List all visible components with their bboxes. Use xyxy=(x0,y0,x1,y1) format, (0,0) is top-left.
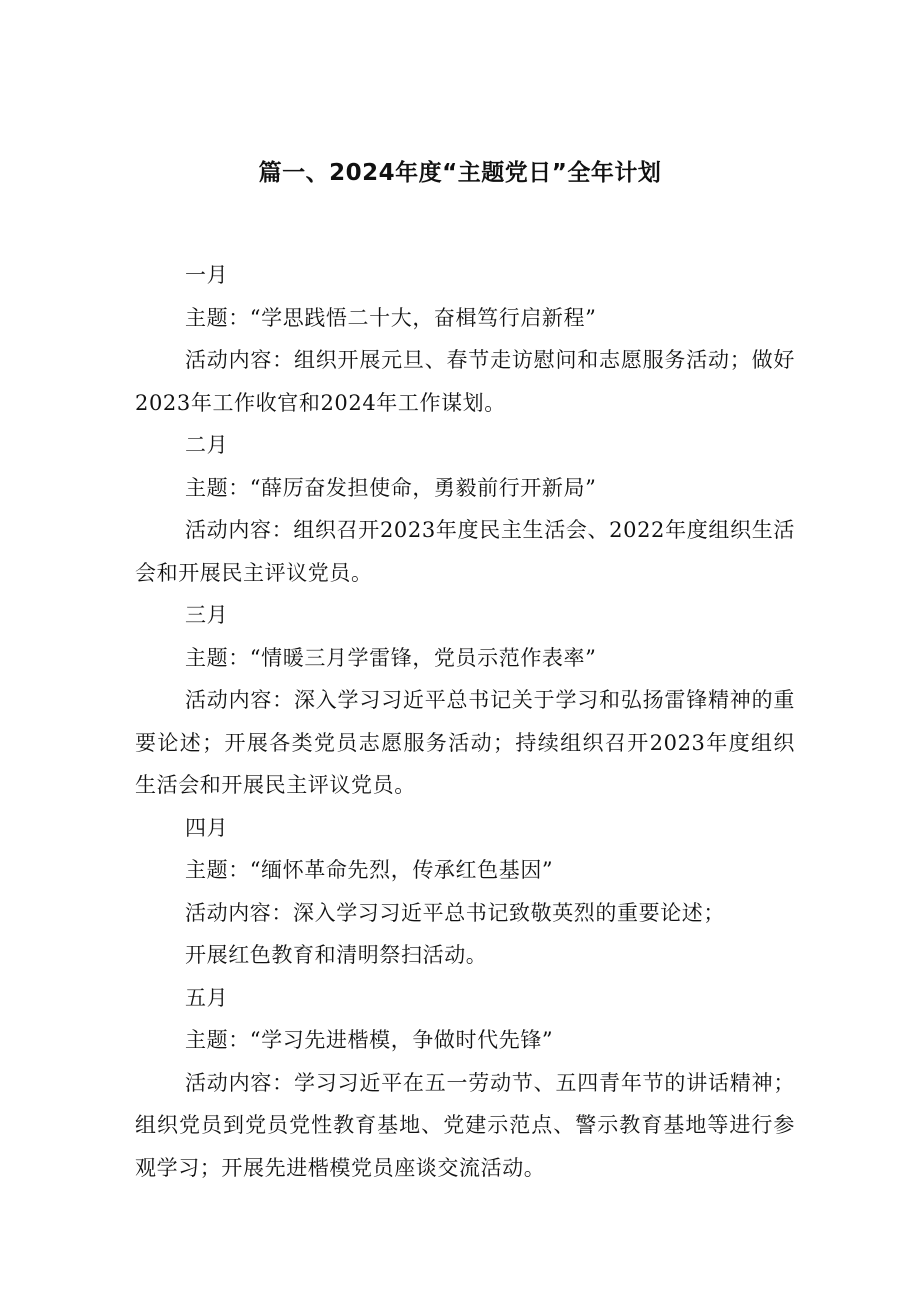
activity-paragraph-mar: 活动内容：深入学习习近平总书记关于学习和弘扬雷锋精神的重要论述；开展各类党员志愿服务活动；持续组织召开2023年度组织生活会和开展民主评议党员。 xyxy=(135,688,795,797)
theme-line-may: 主题：“学习先进楷模，争做时代先锋” xyxy=(185,1028,554,1052)
activity-paragraph-apr-continued: 开展红色教育和清明祭扫活动。 xyxy=(185,943,488,967)
month-heading-apr: 四月 xyxy=(185,815,229,840)
theme-line-feb: 主题：“薛厉奋发担使命，勇毅前行开新局” xyxy=(185,475,597,500)
theme-line-apr: 主题：“缅怀革命先烈，传承红色基因” xyxy=(185,858,554,882)
month-heading-mar: 三月 xyxy=(185,603,229,627)
activity-paragraph-feb: 活动内容：组织召开2023年度民主生活会、2022年度组织生活会和开展民主评议党员。 xyxy=(135,518,795,585)
month-heading-feb: 二月 xyxy=(185,433,229,457)
document-title: 篇一、2024年度“主题党日”全年计划 xyxy=(258,160,662,186)
activity-paragraph-jan: 活动内容：组织开展元旦、春节走访慰问和志愿服务活动；做好2023年工作收官和2024年工作谋划。 xyxy=(135,348,795,415)
month-heading-may: 五月 xyxy=(185,985,229,1010)
activity-paragraph-apr: 活动内容：深入学习习近平总书记致敬英烈的重要论述； xyxy=(185,900,725,925)
month-heading-jan: 一月 xyxy=(185,263,229,287)
theme-line-jan: 主题：“学思践悟二十大，奋楫笃行启新程” xyxy=(185,305,597,330)
activity-paragraph-may: 活动内容：学习习近平在五一劳动节、五四青年节的讲话精神；组织党员到党员党性教育基地、党建示范点、警示教育基地等进行参观学习；开展先进楷模党员座谈交流活动。 xyxy=(135,1070,795,1180)
theme-line-mar: 主题：“情暖三月学雷锋，党员示范作表率” xyxy=(185,645,597,670)
document-body xyxy=(135,254,795,1189)
